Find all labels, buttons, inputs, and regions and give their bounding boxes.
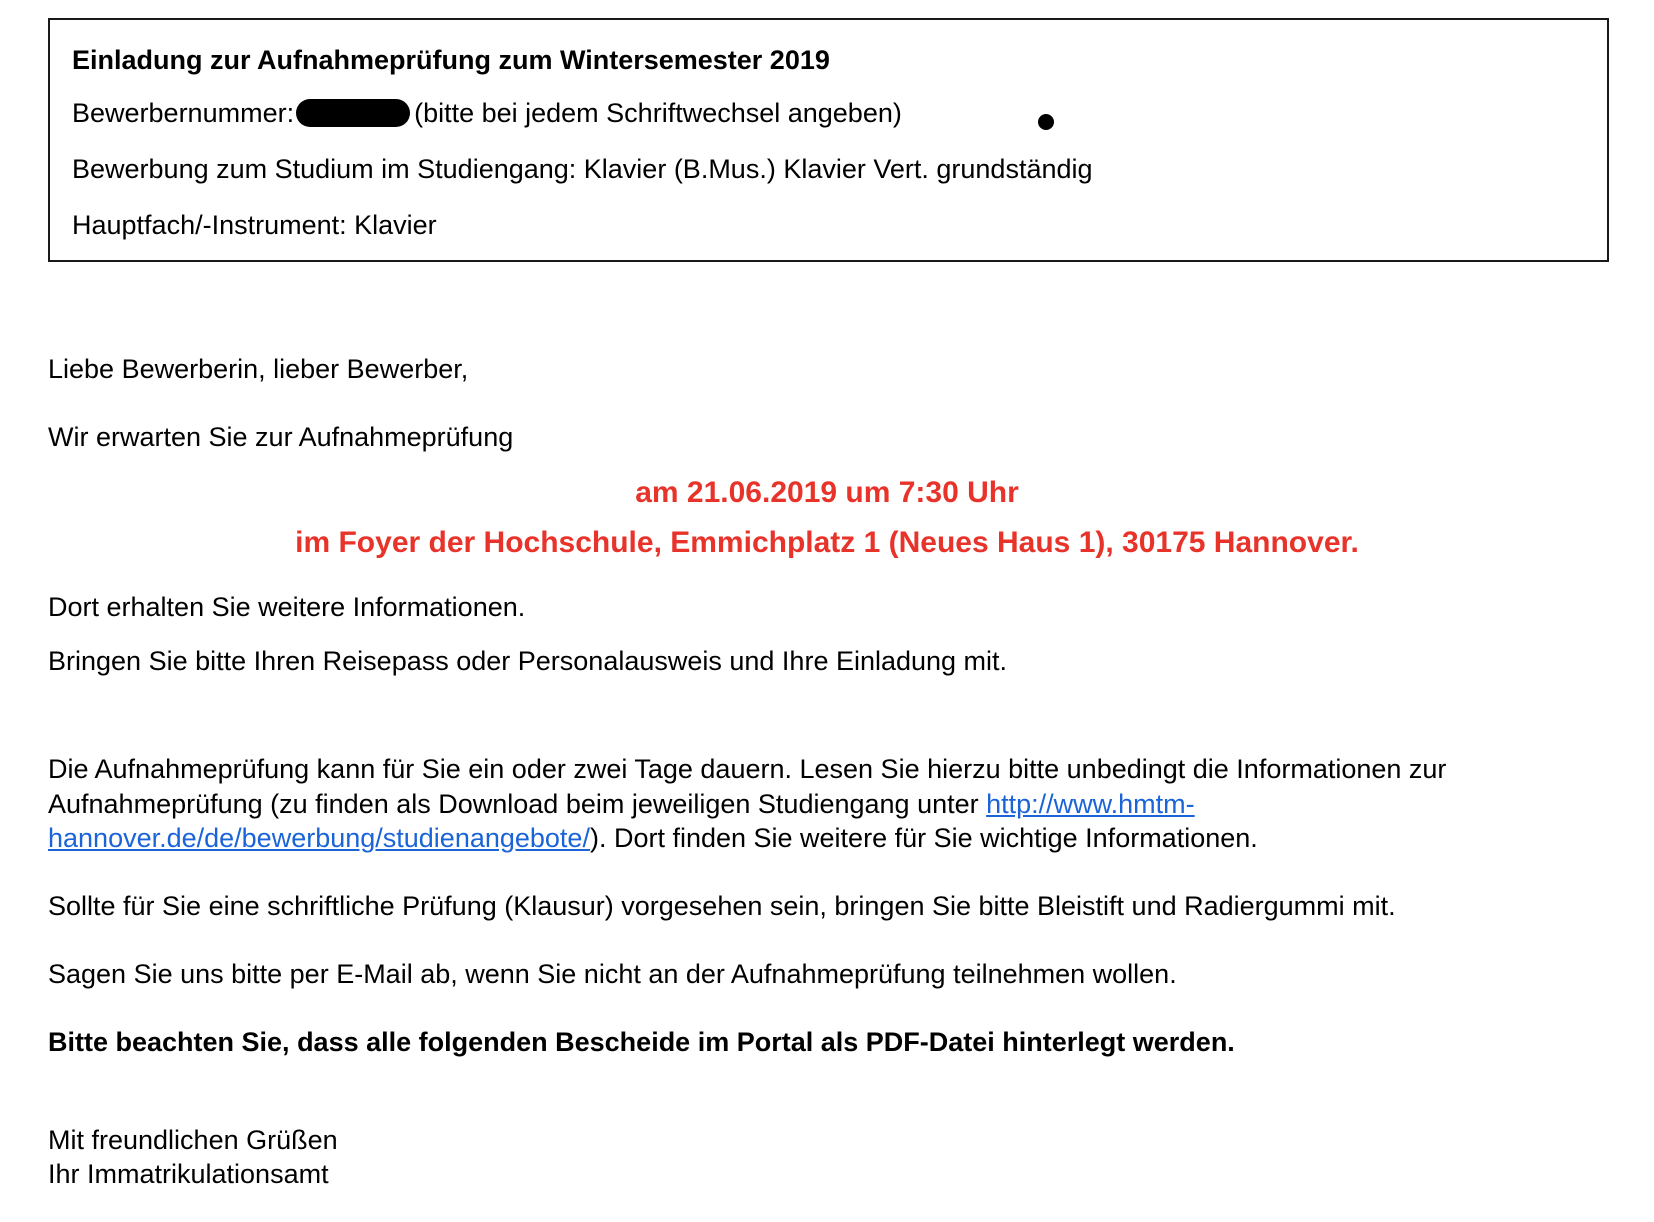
cancel-line: Sagen Sie uns bitte per E-Mail ab, wenn Sie nicht an der Aufnahmeprüfung teilnehmen wollen.	[48, 959, 1177, 989]
signature: Ihr Immatrikulationsamt	[48, 1159, 329, 1189]
applicant-number-label: Bewerbernummer:	[72, 98, 295, 128]
duration-line-3	[48, 821, 1258, 855]
duration-line-3-text: ). Dort finden Sie weitere für Sie wichtige Informationen.	[589, 823, 1258, 853]
redacted-applicant-number	[296, 99, 410, 127]
studienangebote-link-part-1[interactable]: http://www.hmtm-	[986, 789, 1195, 819]
duration-line-2-text: Aufnahmeprüfung (zu finden als Download beim jeweiligen Studiengang unter	[48, 789, 987, 819]
bring-documents-line: Bringen Sie bitte Ihren Reisepass oder Personalausweis und Ihre Einladung mit.	[48, 646, 1008, 676]
greeting: Liebe Bewerberin, lieber Bewerber,	[48, 354, 469, 384]
applicant-number-line	[72, 97, 902, 129]
exam-date-time: am 21.06.2019 um 7:30 Uhr	[635, 476, 1019, 509]
info-line: Dort erhalten Sie weitere Informationen.	[48, 592, 526, 622]
expect-line: Wir erwarten Sie zur Aufnahmeprüfung	[48, 422, 514, 452]
letter-title: Einladung zur Aufnahmeprüfung zum Wintersemester 2019	[72, 45, 830, 75]
duration-line-2	[48, 787, 1195, 821]
exam-location: im Foyer der Hochschule, Emmichplatz 1 (Neues Haus 1), 30175 Hannover.	[295, 526, 1359, 559]
duration-line-1: Die Aufnahmeprüfung kann für Sie ein oder zwei Tage dauern. Lesen Sie hierzu bitte unbedingt die Informationen zur	[48, 754, 1447, 784]
bullet-dot	[1038, 114, 1054, 130]
written-exam-line: Sollte für Sie eine schriftliche Prüfung (Klausur) vorgesehen sein, bringen Sie bitte Bleistift und Radiergummi mit.	[48, 891, 1396, 921]
closing-greeting: Mit freundlichen Grüßen	[48, 1125, 338, 1155]
applicant-number-note: (bitte bei jedem Schriftwechsel angeben)	[414, 98, 902, 128]
course-line: Bewerbung zum Studium im Studiengang: Klavier (B.Mus.) Klavier Vert. grundständig	[72, 154, 1093, 184]
instrument-line: Hauptfach/-Instrument: Klavier	[72, 210, 437, 240]
header-box	[48, 18, 1609, 262]
pdf-notice: Bitte beachten Sie, dass alle folgenden Bescheide im Portal als PDF-Datei hinterlegt werden.	[48, 1027, 1235, 1057]
studienangebote-link-part-2[interactable]: hannover.de/de/bewerbung/studienangebote/	[48, 823, 590, 853]
